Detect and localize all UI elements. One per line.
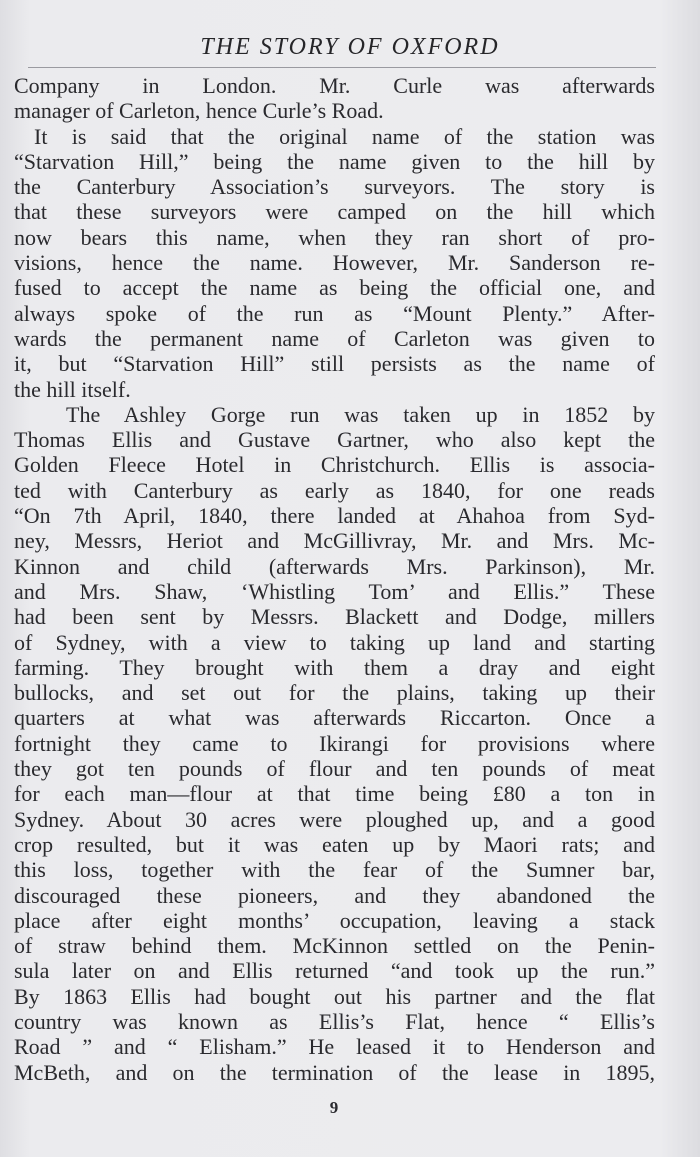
text-line: always spoke of the run as “Mount Plenty.” After- — [14, 300, 655, 326]
text-line: of straw behind them. McKinnon settled on the Penin- — [14, 933, 655, 959]
text-line: sula later on and Ellis returned “and took up the run.” — [14, 958, 655, 984]
text-line: for each man—flour at that time being £80 a ton in — [14, 781, 655, 807]
text-line: discouraged these pioneers, and they abandoned the — [14, 882, 655, 908]
text-line: “On 7th April, 1840, there landed at Ahahoa from Syd- — [14, 503, 655, 529]
text-line: bullocks, and set out for the plains, taking up their — [14, 680, 655, 706]
text-line: fused to accept the name as being the official one, and — [14, 275, 655, 301]
text-line: By 1863 Ellis had bought out his partner and the flat — [14, 983, 655, 1009]
text-line: the Canterbury Association’s surveyors. The story is — [14, 174, 655, 200]
text-line: crop resulted, but it was eaten up by Maori rats; and — [14, 831, 655, 857]
paragraph-1 — [14, 73, 655, 124]
text-line: “Starvation Hill,” being the name given to the hill by — [14, 148, 655, 174]
text-line: wards the permanent name of Carleton was given to — [14, 325, 655, 351]
text-line: and Mrs. Shaw, ‘Whistling Tom’ and Ellis.” These — [14, 578, 655, 604]
text-line: ney, Messrs, Heriot and McGillivray, Mr. and Mrs. Mc- — [14, 528, 655, 554]
body-text — [14, 73, 655, 1085]
text-line: farming. They brought with them a dray and eight — [14, 654, 655, 680]
text-line: Golden Fleece Hotel in Christchurch. Ellis is associa- — [14, 452, 655, 478]
text-line: it, but “Starvation Hill” still persists as the name of — [14, 351, 655, 377]
text-line: It is said that the original name of the station was — [34, 123, 655, 149]
text-line: McBeth, and on the termination of the lease in 1895, — [14, 1059, 655, 1085]
paragraph-2 — [14, 124, 655, 402]
text-line: quarters at what was afterwards Riccarton. Once a — [14, 705, 655, 731]
text-line: the hill itself. — [14, 376, 131, 402]
header-rule — [28, 67, 656, 68]
text-line: The Ashley Gorge run was taken up in 1852 by — [66, 401, 655, 427]
text-line: Company in London. Mr. Curle was afterwards — [14, 73, 655, 98]
text-line: country was known as Ellis’s Flat, hence “ Ellis’s — [14, 1008, 655, 1034]
text-line: ted with Canterbury as early as 1840, for one reads — [14, 477, 655, 503]
text-line: of Sydney, with a view to taking up land and starting — [14, 629, 655, 655]
running-header: THE STORY OF OXFORD — [200, 34, 500, 60]
text-line: this loss, together with the fear of the Sumner bar, — [14, 857, 655, 883]
text-line: Thomas Ellis and Gustave Gartner, who also kept the — [14, 427, 655, 453]
text-line: had been sent by Messrs. Blackett and Dodge, millers — [14, 604, 655, 630]
text-line: manager of Carleton, hence Curle’s Road. — [14, 98, 384, 124]
text-line: place after eight months’ occupation, leaving a stack — [14, 907, 655, 933]
text-line: Sydney. About 30 acres were ploughed up, and a good — [14, 806, 655, 832]
page-number: 9 — [329, 1098, 339, 1117]
paragraph-3 — [14, 402, 655, 1085]
text-line: that these surveyors were camped on the hill which — [14, 199, 655, 225]
text-line: Kinnon and child (afterwards Mrs. Parkinson), Mr. — [14, 553, 655, 579]
text-line: fortnight they came to Ikirangi for provisions where — [14, 730, 655, 756]
text-line: now bears this name, when they ran short of pro- — [14, 224, 655, 250]
text-line: visions, hence the name. However, Mr. Sanderson re- — [14, 250, 655, 276]
text-line: Road ” and “ Elisham.” He leased it to Henderson and — [14, 1034, 655, 1060]
text-line: they got ten pounds of flour and ten pounds of meat — [14, 756, 655, 782]
